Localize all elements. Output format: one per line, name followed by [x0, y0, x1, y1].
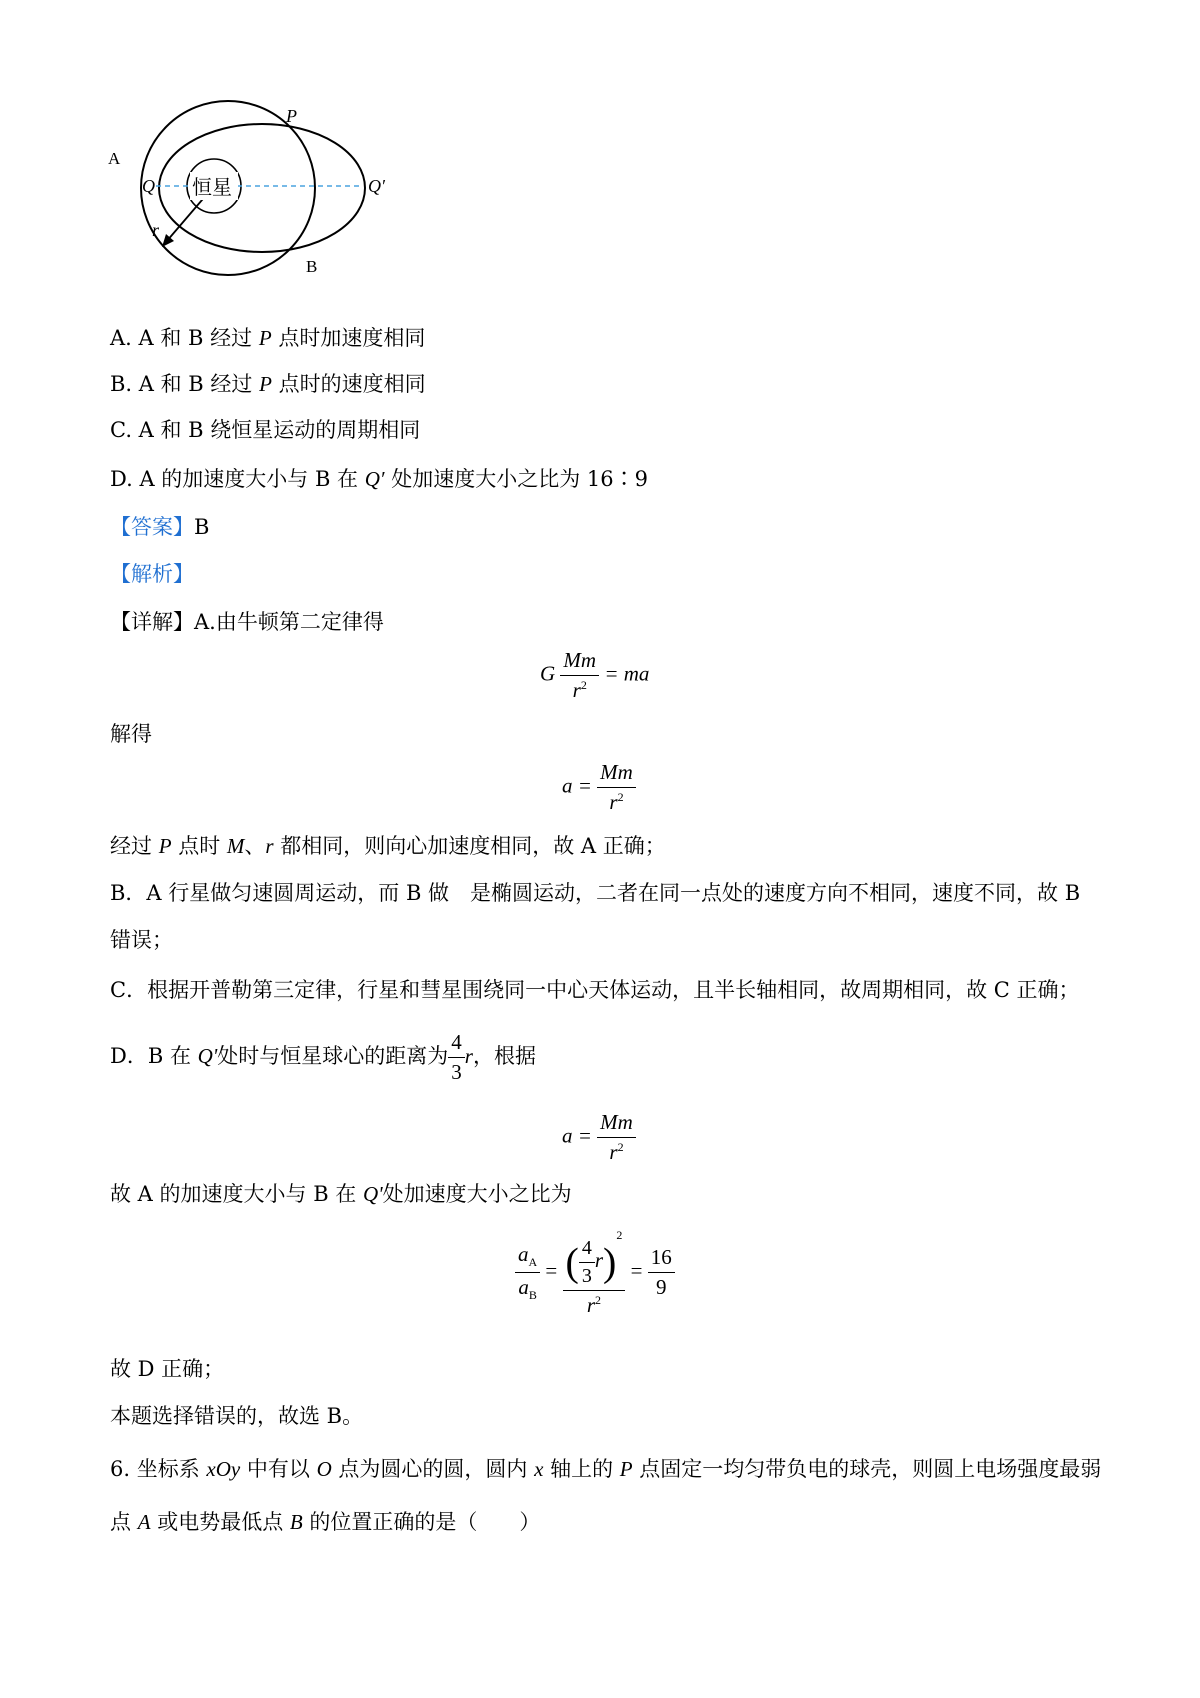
option-c: C. A 和 B 绕恒星运动的周期相同: [110, 418, 421, 442]
option-d: D. A 的加速度大小与 B 在 Q′ 处加速度大小之比为 16∶9: [110, 467, 648, 491]
detail-line: 【详解】A.由牛顿第二定律得: [110, 610, 384, 634]
line-d-correct: 故 D 正确；: [110, 1357, 225, 1381]
orbit-diagram: [108, 100, 438, 280]
solve-line: 解得: [110, 722, 152, 746]
orbit-ellipse-b: [159, 124, 365, 252]
question-6-line-2: 点 A 或电势最低点 B 的位置正确的是（ ）: [110, 1510, 541, 1534]
question-6-line-1: 6. 坐标系 xOy 中有以 O 点为圆心的圆，圆内 x 轴上的 P 点固定一均匀带负电的球壳，则圆上电场强度最弱: [110, 1457, 1102, 1481]
line-c: C．根据开普勒第三定律，行星和彗星围绕同一中心天体运动，且半长轴相同，故周期相同，故 C 正确；: [110, 978, 1080, 1002]
line-b-1: B．A 行星做匀速圆周运动，而 B 做 是椭圆运动，二者在同一点处的速度方向不相同，速度不同，故 B: [110, 881, 1081, 905]
option-a: A. A 和 B 经过 P 点时加速度相同: [110, 326, 426, 350]
line-b-2: 错误；: [110, 928, 173, 952]
label-p: P: [286, 106, 297, 126]
line-a-conclusion: 经过 P 点时 M、r 都相同，则向心加速度相同，故 A 正确；: [110, 834, 666, 858]
label-r: r: [152, 220, 160, 240]
label-a: A: [108, 149, 121, 168]
analysis-heading: 【解析】: [110, 562, 194, 586]
line-select: 本题选择错误的，故选 B。: [110, 1404, 364, 1428]
option-b: B. A 和 B 经过 P 点时的速度相同: [110, 372, 426, 396]
label-q-prime: Q′: [368, 176, 385, 196]
equation-acceleration-1: a = $\frac{Mm}{r^2}$: [562, 760, 636, 815]
equation-acceleration-2: a = $\frac{Mm}{r^2}$: [562, 1110, 636, 1165]
line-ratio-intro: 故 A 的加速度大小与 B 在 Q'处加速度大小之比为: [110, 1182, 572, 1206]
label-b: B: [306, 257, 318, 276]
equation-ratio: $\frac{a_A}{a_B}$ = ( $\frac{4}{3}$ r)$^2$ $r^2$ = $\frac{16}{9}$: [515, 1228, 675, 1318]
answer-line: 【答案】B: [110, 515, 210, 539]
label-q: Q: [142, 176, 155, 196]
line-d-distance: D．B 在 Q'处时与恒星球心的距离为 $\frac{4}{3}$ r，根据: [110, 1030, 536, 1084]
label-star: 恒星: [192, 177, 232, 199]
equation-newton: G $\frac{Mm}{r^2}$ = ma: [540, 648, 650, 702]
